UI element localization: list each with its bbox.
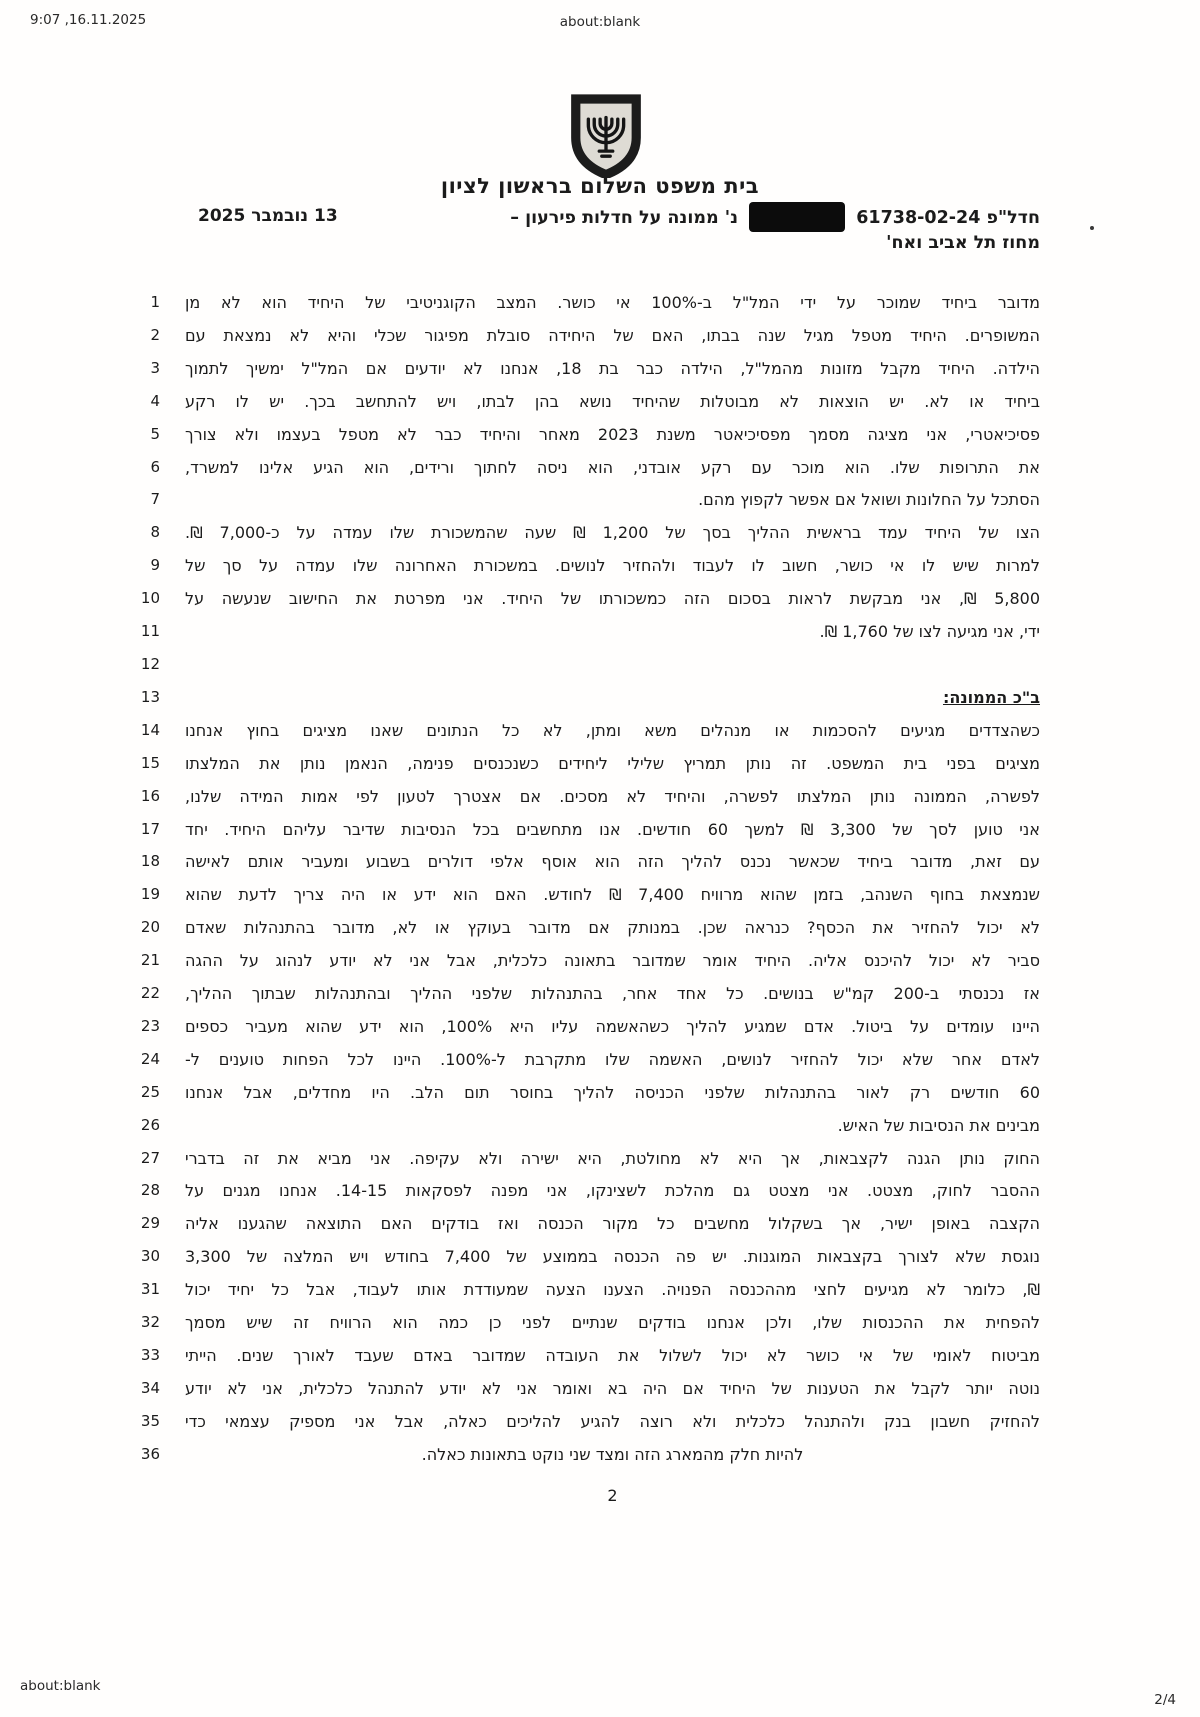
line-text: למרות שיש לו אי כושר, חשוב לו לעבוד ולהחזיר לנושים. במשכורת האחרונה שלו עמדה על סך של <box>185 556 1040 576</box>
line-number: 23 <box>140 1016 160 1035</box>
hearing-date: 13 נובמבר 2025 <box>198 206 338 226</box>
transcript-line <box>130 720 1040 753</box>
line-number: 17 <box>140 819 160 838</box>
line-number: 24 <box>140 1049 160 1068</box>
transcript-line <box>130 1444 1040 1477</box>
line-number: 8 <box>150 523 160 542</box>
line-text: נוטה יותר לקבל את הטענות של היחיד אם היה בא ואומר אני לא יודע להתנהל כלכלית, אני לא יודע <box>185 1378 1040 1398</box>
page-number: 2 <box>607 1486 618 1505</box>
transcript-line <box>130 1411 1040 1444</box>
line-text: לא יכול להחזיר את הכסף? כנראה שכן. במנותק אם מדובר בעוקץ או לא, מדובר בהתנהלות שאדם <box>185 918 1040 938</box>
line-text: המשופרים. היחיד מטפל מגיל שנה בבתו, האם של היחידה סובלת מפיגור שכלי והיא לא נמצאת עם <box>185 325 1040 345</box>
line-number: 3 <box>150 358 160 377</box>
line-number: 1 <box>150 293 160 311</box>
transcript-line <box>130 1180 1040 1213</box>
line-text: סביר לא יכול להיכנס אליה. היחיד אומר שמדובר בתאונה כלכלית, אבל אני לא יודע לנהוג על ההגה <box>185 951 1040 971</box>
line-number: 15 <box>140 753 160 772</box>
line-text: נוגסת שלא לצורך בקצבאות המוגנות. יש פה הכנסה בממוצע של 7,400 בחודש ויש המלצה של 3,300 <box>185 1247 1041 1267</box>
israel-state-emblem-icon <box>564 94 648 178</box>
transcript-line <box>130 358 1040 391</box>
transcript-line <box>130 1312 1040 1345</box>
line-number: 26 <box>140 1115 160 1134</box>
line-number: 27 <box>140 1148 160 1167</box>
print-header-title: about:blank <box>559 14 641 30</box>
line-number: 13 <box>140 687 160 706</box>
line-number: 11 <box>140 622 160 641</box>
transcript-line <box>130 1049 1040 1082</box>
transcript-line <box>130 1148 1040 1181</box>
line-text: מדובר ביחיד שמוכר על ידי המל"ל ב-100% אי כושר. המצב הקוגניטיבי של היחיד הוא לא מן <box>185 293 1041 312</box>
line-number: 32 <box>140 1313 160 1332</box>
line-number: 30 <box>140 1247 160 1266</box>
line-text: ההסבר לחוק, מצטט. אני מצטט גם מהלכת לשצינקו, אני מפנה לפסקאות 14-15. אנחנו מגנים על <box>185 1181 1041 1201</box>
line-text: הצו של היחיד עמד בראשית ההליך בסך של 1,200 ₪ שעה שהמשכורת שלו עמדה על כ-7,000 ₪. <box>185 523 1041 543</box>
print-header-datetime: 9:07 ,16.11.2025 <box>30 12 147 28</box>
case-parties: נ' ממונה על חדלות פירעון – <box>510 208 739 228</box>
transcript-line <box>130 654 1040 687</box>
line-number: 33 <box>140 1346 160 1364</box>
transcript-line <box>130 292 1040 325</box>
transcript-line <box>130 457 1040 490</box>
line-text: ₪, כלומר לא מגיעים לחצי מההכנסה הפנויה. הצענו הצעה שמעודדת אותו לעבוד, אבל כל יחיד יכול <box>185 1280 1040 1300</box>
transcript-line <box>130 884 1040 917</box>
line-text: הסתכל על החלונות ושואל אם אפשר לקפוץ מהם. <box>698 490 1040 510</box>
transcript-line <box>130 819 1040 852</box>
line-text: ביחיד או לא. יש הוצאות לא מבוטלות שהיחיד נושא בהן לבתו, ויש להתחשב בכך. יש לו רקע <box>185 391 1040 411</box>
transcript-line <box>130 1345 1040 1378</box>
line-number: 6 <box>150 457 160 476</box>
line-text: 5,800 ₪, אני מבקשת לראות בסכום הזה כמשכורתו של היחיד. אני מפרטת את החישוב שנעשה על <box>185 589 1040 609</box>
transcript-line <box>130 588 1040 621</box>
transcript-line <box>130 917 1040 950</box>
line-number: 35 <box>140 1411 160 1430</box>
line-number: 9 <box>150 556 160 575</box>
footer-page-indicator: 2/4 <box>1154 1692 1176 1708</box>
line-text: אז נכנסתי ב-200 קמ"ש בנושים. כל אחד אחר, בהתנהלות שלפני ההליך ובהתנהלות שבתוך ההליך, <box>185 984 1040 1004</box>
line-number: 29 <box>140 1214 160 1233</box>
line-number: 19 <box>140 885 160 904</box>
transcript-line <box>130 950 1040 983</box>
case-caption <box>510 202 1040 255</box>
case-district: מחוז תל אביב ואח' <box>886 233 1040 253</box>
line-number: 7 <box>150 490 160 509</box>
line-text: מציגים בפני בית המשפט. זה נותן תמריץ שלילי ליחידים כשנכנסים פנימה, הנאמן נותן את המלצתו <box>185 753 1040 773</box>
line-text: פסיכיאטרי, אני מציגה מסמך מפסיכיאטר משנת 2023 מאחר והיחיד כבר לא מטפל בעצמו ולא צורך <box>185 424 1041 444</box>
line-number: 28 <box>140 1181 160 1200</box>
line-text: ב"כ הממונה: <box>942 687 1040 707</box>
line-number: 22 <box>140 984 160 1003</box>
line-text: מביטוח לאומי של אי כושר לא יכול לשלול את העובדה שמדובר באדם שעבד לאורך שנים. הייתי <box>185 1346 1040 1365</box>
line-text: לפשרה, הממונה נותן המלצתו לפשרה, והיחיד לא מסכים. אם אצטרך לטעון לפי אמות המידה שלנו, <box>185 786 1040 806</box>
line-number: 36 <box>140 1444 160 1463</box>
footer-url: about:blank <box>20 1678 101 1694</box>
transcript-line <box>130 489 1040 522</box>
transcript-line <box>130 851 1040 884</box>
transcript-line <box>130 424 1040 457</box>
transcript-line <box>130 687 1040 720</box>
transcript-line <box>130 325 1040 358</box>
line-text: לאדם אחר שלא יכול להחזיר לנושים, האשמה שלו מתקרבת ל-100%. היינו לכל הפחות טוענים ל- <box>185 1049 1041 1069</box>
line-number: 2 <box>150 325 160 344</box>
line-text: מבינים את הנסיבות של האיש. <box>837 1115 1040 1135</box>
line-text: כשהצדדים מגיעים להסכמות או מנהלים משא ומתן, לא כל הנתונים שאנו מציגים בחוץ אנחנו <box>185 720 1040 740</box>
court-name: בית משפט השלום בראשון לציון <box>440 174 760 198</box>
line-text: להיות חלק מהמארג הזה ומצד שני נוקט בתאונות כאלה. <box>421 1444 804 1464</box>
line-text: את התרופות שלו. הוא מוכר עם רקע אובדני, הוא ניסה לחתוך ורידים, הוא הגיע אלינו למשרד, <box>185 457 1040 477</box>
line-text: להחזיק חשבון בנק ולהתנהל כלכלית ולא רוצה להגיע להליכים כאלה, אבל אני מספיק עצמאי כדי <box>185 1411 1040 1431</box>
transcript-line <box>130 1246 1040 1279</box>
line-number: 34 <box>140 1378 160 1397</box>
case-caption-line1 <box>510 202 1040 232</box>
transcript-line <box>130 786 1040 819</box>
line-text: ידי, אני מגיעה לצו של 1,760 ₪. <box>819 622 1040 642</box>
transcript-body <box>130 292 1040 1477</box>
line-number: 25 <box>140 1082 160 1101</box>
line-text: החוק נותן הגנה לקצבאות, אך היא לא מחולטת, היא ישירה ולא עקיפה. אני מביא את זה בדברי <box>185 1148 1040 1168</box>
line-number: 10 <box>140 589 160 608</box>
transcript-line <box>130 391 1040 424</box>
line-number: 18 <box>140 852 160 871</box>
line-text: הקצבה באופן ישיר, אך בשקלול מחשבים כל מקור הכנסה ואז בודקים האם התוצאה שהגענו אליה <box>185 1214 1040 1234</box>
line-number: 31 <box>140 1280 160 1299</box>
transcript-line <box>130 1082 1040 1115</box>
line-text: הילדה. היחיד מקבל מזונות מהמל"ל, הילדה כבר בת 18, אנחנו לא יודעים אם המל"ל ימשיך לתמוך <box>185 358 1040 378</box>
transcript-line <box>130 1279 1040 1312</box>
line-text: עם זאת, מדובר ביחיד שכאשר נכנס להליך הזה הוא אוסף אלפי דולרים בשבוע ומעביר אותם לאישה <box>185 852 1040 872</box>
scan-artifact-dot <box>1090 226 1094 230</box>
line-text: שנמצאת בחוף השנהב, בזמן שהוא מרוויח 7,400 ₪ לחודש. האם הוא ידע או היה צריך לדעת שהוא <box>185 885 1040 905</box>
line-number: 5 <box>150 424 160 443</box>
line-number: 12 <box>140 654 160 673</box>
line-text: היינו עומדים על ביטול. אדם שמגיע להליך כשהאשמה עליו היא 100%, הוא ידע שהוא מעביר כספים <box>185 1016 1040 1036</box>
line-number: 4 <box>150 391 160 410</box>
transcript-line <box>130 555 1040 588</box>
transcript-line <box>130 621 1040 654</box>
transcript-line <box>130 753 1040 786</box>
transcript-line <box>130 522 1040 555</box>
redaction-box <box>749 202 845 232</box>
transcript-line <box>130 1378 1040 1411</box>
line-number: 16 <box>140 786 160 805</box>
case-number: חדל"פ 61738-02-24 <box>856 208 1040 228</box>
line-number: 20 <box>140 918 160 937</box>
line-text: 60 חודשים רק לאור בהתנהלות שלפני הכניסה להליך בחוסר תום הלב. היו מחדלים, אבל אנחנו <box>185 1082 1040 1102</box>
line-number: 21 <box>140 951 160 970</box>
line-number: 14 <box>140 720 160 739</box>
transcript-line <box>130 1016 1040 1049</box>
line-text: אני טוען לסך של 3,300 ₪ למשך 60 חודשים. אנו מתחשבים בכל הנסיבות שדיבר עליהם היחיד. יחד <box>185 819 1040 839</box>
transcript-line <box>130 1213 1040 1246</box>
transcript-line <box>130 983 1040 1016</box>
transcript-line <box>130 1115 1040 1148</box>
line-text: להפחית את ההכנסות שלו, ולכן אנחנו בודקים שנתיים לפני כן כמה הוא הרוויח זה שיש מסמך <box>185 1313 1040 1333</box>
